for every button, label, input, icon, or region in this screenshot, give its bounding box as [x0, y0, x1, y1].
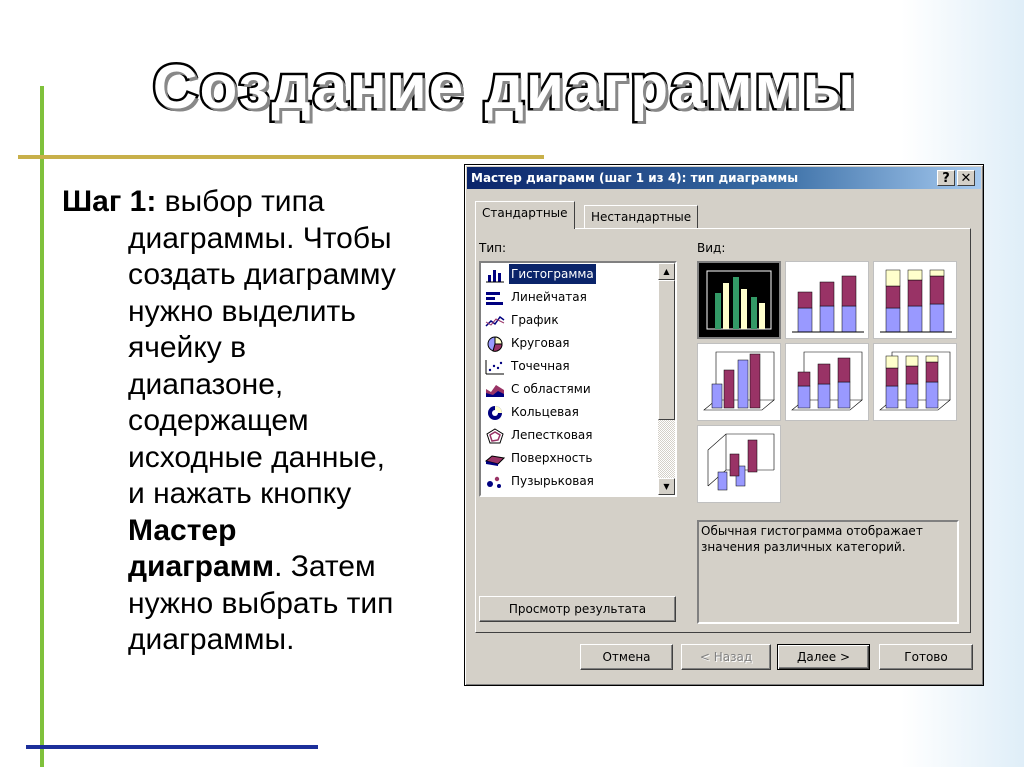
chart-description: Обычная гистограмма отображает значения различных категорий. — [697, 520, 959, 624]
help-button[interactable]: ? — [937, 170, 955, 186]
dialog-titlebar[interactable] — [467, 167, 981, 189]
list-item-label: Лепестковая — [511, 428, 593, 442]
stacked-column-icon — [786, 262, 868, 338]
list-item-surface[interactable] — [483, 448, 657, 470]
list-item-label: Точечная — [511, 359, 570, 373]
list-item-area[interactable] — [483, 379, 657, 401]
list-item-bar[interactable] — [483, 287, 657, 309]
text-line: и нажать кнопку — [128, 477, 352, 510]
step-label: Шаг 1: — [62, 185, 157, 218]
text-line: создать диаграмму — [128, 258, 396, 291]
stacked-100-column-icon — [874, 262, 956, 338]
next-button[interactable]: Далее > — [777, 644, 870, 670]
text-line: диапазоне, — [128, 367, 284, 401]
chart-wizard-dialog — [464, 164, 984, 686]
pie-chart-icon — [485, 336, 505, 352]
bubble-chart-icon — [485, 474, 505, 490]
scroll-thumb[interactable] — [658, 280, 675, 420]
slide-body-text — [62, 184, 452, 659]
column-chart-icon — [485, 267, 505, 283]
preview-button[interactable]: Просмотр результата — [479, 596, 676, 622]
list-item-scatter[interactable] — [483, 356, 657, 378]
tab-custom[interactable]: Нестандартные — [584, 205, 698, 229]
bar-chart-icon — [485, 290, 505, 306]
back-button[interactable]: < Назад — [681, 644, 771, 670]
subtype-stacked-column[interactable] — [785, 261, 869, 339]
text-line-1: выбор типа — [156, 185, 325, 218]
3d-clustered-column-icon — [698, 344, 780, 420]
list-item-label: Линейчатая — [511, 290, 587, 304]
close-button[interactable]: ✕ — [957, 170, 975, 186]
radar-chart-icon — [485, 428, 505, 444]
text-line: диаграммы. — [128, 623, 295, 656]
text-after-bold: . Затем — [274, 550, 376, 583]
text-line: исходные данные, — [128, 440, 386, 474]
list-item-label: Круговая — [511, 336, 570, 350]
3d-column-icon — [698, 426, 780, 502]
3d-stacked-column-icon — [786, 344, 868, 420]
slide-title: Создание диаграммы — [152, 53, 858, 122]
area-chart-icon — [485, 382, 505, 398]
subtype-3d-clustered-column[interactable] — [697, 343, 781, 421]
surface-chart-icon — [485, 451, 505, 467]
list-item-label: Пузырьковая — [511, 474, 594, 488]
doughnut-chart-icon — [485, 405, 505, 421]
decor-vertical-line — [40, 86, 44, 767]
list-item-bubble[interactable] — [483, 471, 657, 493]
subtype-3d-100-stacked-column[interactable] — [873, 343, 957, 421]
cancel-button[interactable]: Отмена — [580, 644, 673, 670]
type-label: Тип: — [479, 241, 507, 255]
list-item-radar[interactable] — [483, 425, 657, 447]
list-item-label: Кольцевая — [511, 405, 579, 419]
list-item-doughnut[interactable] — [483, 402, 657, 424]
scroll-down-button[interactable]: ▼ — [658, 478, 675, 495]
bold-text-2: диаграмм — [128, 550, 275, 583]
subtype-3d-column[interactable] — [697, 425, 781, 503]
list-item-column[interactable] — [483, 264, 657, 286]
subtype-clustered-column[interactable] — [697, 261, 781, 339]
tab-standard[interactable]: Стандартные — [475, 201, 575, 229]
list-item-pie[interactable] — [483, 333, 657, 355]
clustered-column-icon — [699, 263, 779, 337]
subtype-100-stacked-column[interactable] — [873, 261, 957, 339]
bold-text-1: Мастер — [128, 513, 237, 547]
decor-top-line — [18, 155, 544, 159]
list-item-line[interactable] — [483, 310, 657, 332]
list-scrollbar[interactable] — [658, 263, 675, 495]
scroll-up-button[interactable]: ▲ — [658, 263, 675, 280]
list-item-label: Поверхность — [511, 451, 593, 465]
text-line: нужно выбрать тип — [128, 586, 394, 620]
scatter-chart-icon — [485, 359, 505, 375]
text-line: диаграммы. Чтобы — [128, 221, 392, 255]
list-item-label: С областями — [511, 382, 591, 396]
text-line: содержащем — [128, 404, 309, 437]
3d-stacked-100-column-icon — [874, 344, 956, 420]
list-item-label: Гистограмма — [509, 264, 596, 284]
dialog-title: Мастер диаграмм (шаг 1 из 4): тип диаграммы — [471, 171, 799, 185]
text-line: нужно выделить — [128, 294, 356, 328]
line-chart-icon — [485, 313, 505, 329]
chart-type-list[interactable] — [479, 261, 677, 497]
text-line: ячейку в — [128, 331, 247, 364]
list-item-label: График — [511, 313, 559, 327]
finish-button[interactable]: Готово — [879, 644, 973, 670]
subtype-3d-stacked-column[interactable] — [785, 343, 869, 421]
decor-bottom-line — [26, 745, 318, 749]
view-label: Вид: — [697, 241, 726, 255]
